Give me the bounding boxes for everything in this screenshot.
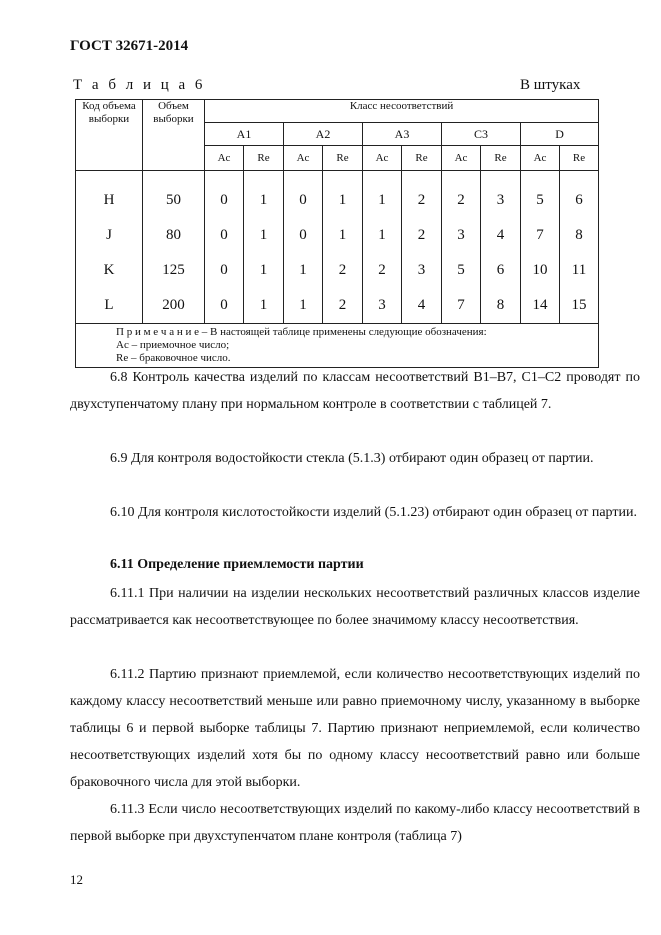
table-caption: Т а б л и ц а 6: [73, 77, 206, 93]
cell-value: 1: [323, 183, 363, 218]
cell-value: 2: [402, 218, 442, 253]
cell-value: 1: [244, 288, 284, 324]
cell-value: 1: [363, 183, 402, 218]
cell-value: 15: [560, 288, 599, 324]
header-class-d: D: [521, 123, 599, 146]
cell-value: 4: [402, 288, 442, 324]
cell-volume: 200: [143, 288, 205, 324]
acceptance-table: [75, 99, 599, 368]
cell-volume: 80: [143, 218, 205, 253]
header-class: Класс несоответствий: [205, 100, 599, 123]
header-re: Re: [402, 146, 442, 171]
paragraph-6-11-3: 6.11.3 Если число несоответствующих изделий по какому-либо классу несоответствий в первой выборке при двухступенчатом плане контроля (таблица 7): [70, 802, 640, 844]
cell-value: 2: [363, 253, 402, 288]
header-re: Re: [481, 146, 521, 171]
cell-value: 6: [481, 253, 521, 288]
header-code: Код объема выборки: [76, 100, 143, 171]
cell-value: 3: [363, 288, 402, 324]
note-line: Re – браковочное число.: [116, 352, 231, 364]
cell-value: 1: [363, 218, 402, 253]
cell-value: 1: [244, 253, 284, 288]
cell-value: 8: [481, 288, 521, 324]
cell-value: 2: [323, 253, 363, 288]
header-ac: Ac: [284, 146, 323, 171]
cell-value: 2: [442, 183, 481, 218]
table-row: [76, 288, 599, 324]
cell-value: 0: [284, 183, 323, 218]
cell-code: K: [76, 253, 143, 288]
cell-value: 0: [284, 218, 323, 253]
cell-value: 1: [244, 218, 284, 253]
paragraph-6-11-2: 6.11.2 Партию признают приемлемой, если количество несоответствующих изделий по каждому классу несоответствий меньше или равно приемочному числу, указанному в выборке таблицы 6 и первой выборке таблицы 7. Партию признают неприемлемой, если количество несоответствующих изделий хотя бы по одному классу несоответствий равно или больше браковочного числа для этой выборки.: [70, 667, 640, 790]
cell-value: 8: [560, 218, 599, 253]
header-class-a1: A1: [205, 123, 284, 146]
paragraph-6-10: 6.10 Для контроля кислотостойкости изделий (5.1.23) отбирают один образец от партии.: [110, 505, 637, 520]
cell-value: 7: [521, 218, 560, 253]
header-ac: Ac: [205, 146, 244, 171]
section-heading: 6.11 Определение приемлемости партии: [110, 557, 364, 572]
page-number: 12: [70, 872, 83, 887]
cell-value: 3: [402, 253, 442, 288]
table-row: [76, 218, 599, 253]
header-ac: Ac: [363, 146, 402, 171]
paragraph-6-9: 6.9 Для контроля водостойкости стекла (5.1.3) отбирают один образец от партии.: [110, 451, 594, 466]
cell-value: 2: [402, 183, 442, 218]
header-re: Re: [560, 146, 599, 171]
cell-value: 3: [442, 218, 481, 253]
header-class-a3: A3: [363, 123, 442, 146]
cell-value: 0: [205, 183, 244, 218]
cell-value: 5: [521, 183, 560, 218]
cell-code: L: [76, 288, 143, 324]
note-line: П р и м е ч а н и е – В настоящей таблице применены следующие обозначения:: [116, 326, 487, 338]
cell-value: 4: [481, 218, 521, 253]
header-class-a2: A2: [284, 123, 363, 146]
cell-value: 11: [560, 253, 599, 288]
cell-value: 0: [205, 288, 244, 324]
cell-value: 1: [284, 288, 323, 324]
cell-value: 0: [205, 218, 244, 253]
cell-value: 2: [323, 288, 363, 324]
paragraph-6-8: 6.8 Контроль качества изделий по классам несоответствий В1–В7, С1–С2 проводят по двухступенчатому плану при нормальном контроле в соответствии с таблицей 7.: [70, 370, 640, 412]
cell-value: 14: [521, 288, 560, 324]
cell-value: 1: [284, 253, 323, 288]
cell-value: 1: [323, 218, 363, 253]
cell-value: 1: [244, 183, 284, 218]
table-note: [76, 324, 599, 368]
cell-code: H: [76, 183, 143, 218]
header-ac: Ac: [442, 146, 481, 171]
cell-value: 0: [205, 253, 244, 288]
table-units: В штуках: [520, 77, 581, 93]
cell-code: J: [76, 218, 143, 253]
header-re: Re: [323, 146, 363, 171]
header-re: Re: [244, 146, 284, 171]
document-title: ГОСТ 32671-2014: [70, 38, 189, 54]
header-ac: Ac: [521, 146, 560, 171]
header-class-c3: C3: [442, 123, 521, 146]
cell-volume: 125: [143, 253, 205, 288]
cell-value: 6: [560, 183, 599, 218]
cell-value: 3: [481, 183, 521, 218]
note-line: Ac – приемочное число;: [116, 339, 230, 351]
paragraph-6-11-1: 6.11.1 При наличии на изделии нескольких несоответствий различных классов изделие рассматривается как несоответствующее по более значимому классу несоответствия.: [70, 586, 640, 628]
cell-value: 5: [442, 253, 481, 288]
header-volume: Объем выборки: [143, 100, 205, 171]
table-row: [76, 183, 599, 218]
cell-value: 10: [521, 253, 560, 288]
cell-volume: 50: [143, 183, 205, 218]
table-row: [76, 253, 599, 288]
cell-value: 7: [442, 288, 481, 324]
